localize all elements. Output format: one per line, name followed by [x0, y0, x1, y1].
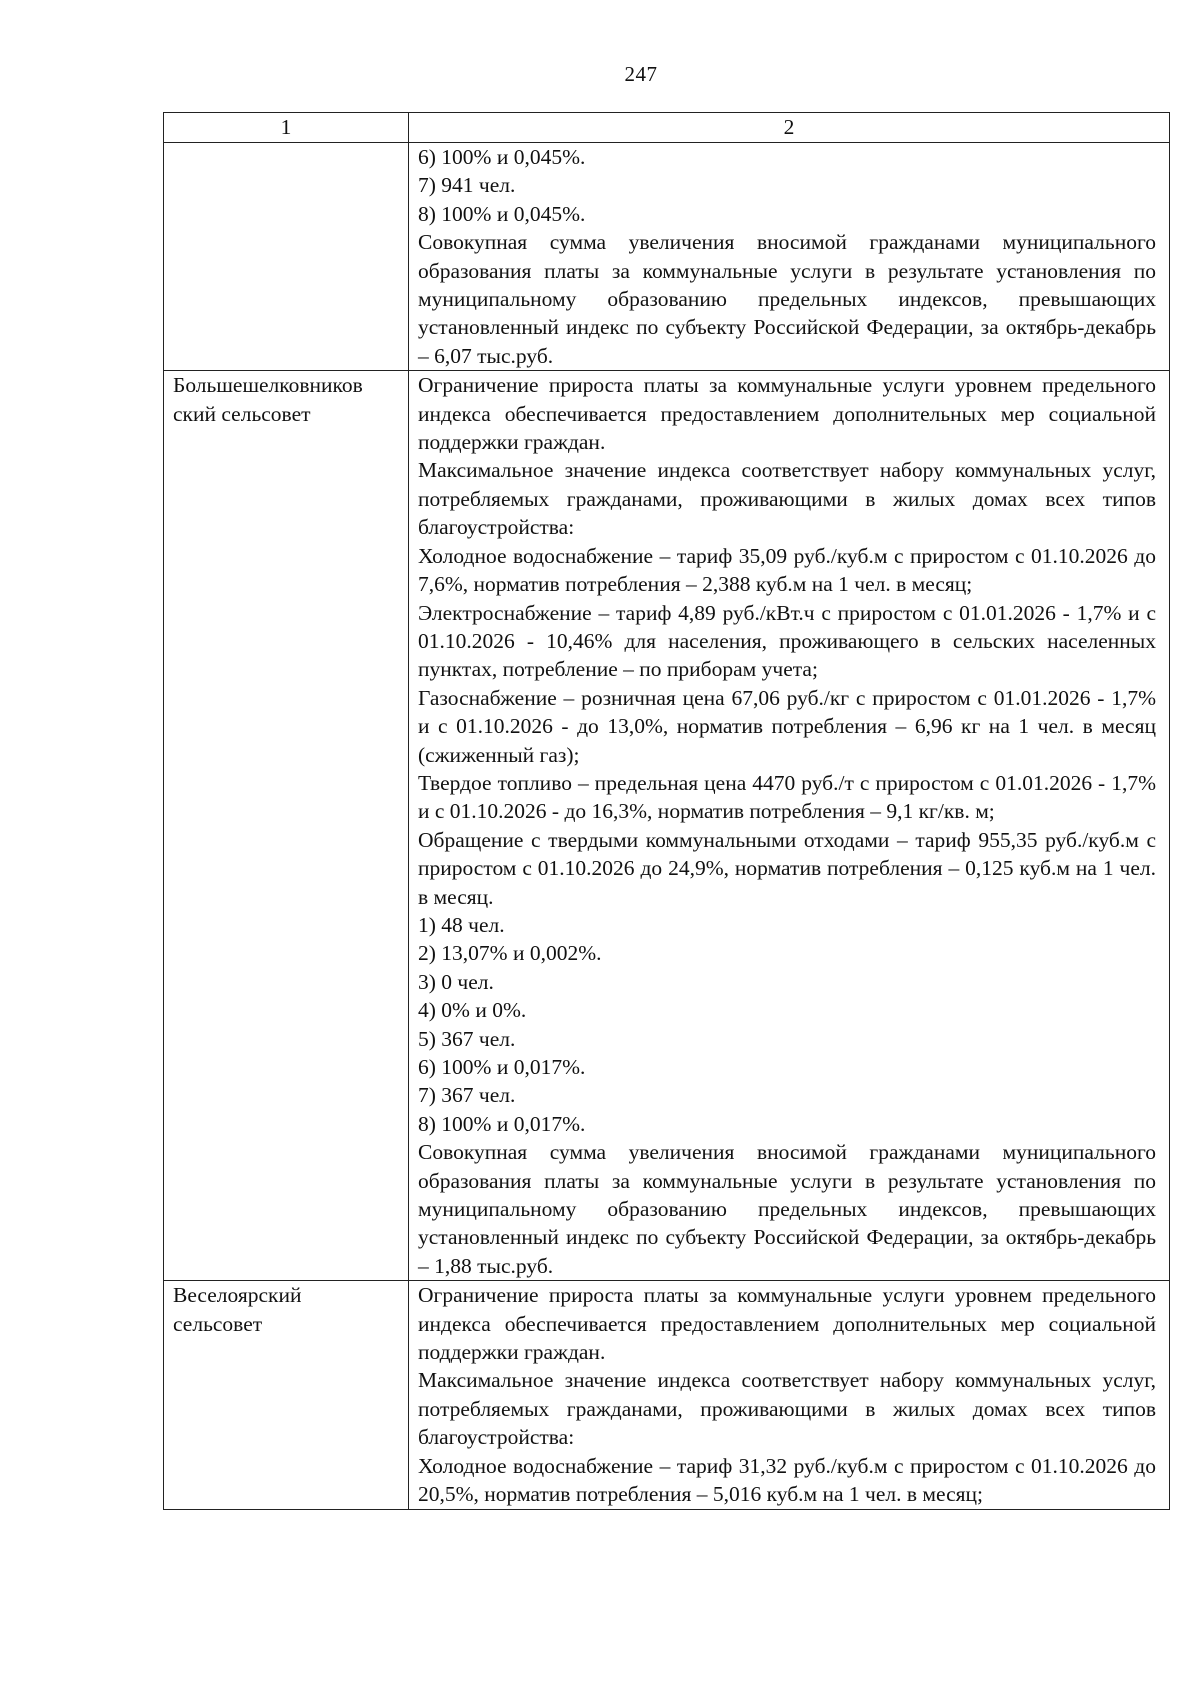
column-header-2: 2 [409, 113, 1170, 143]
paragraph: Обращение с твердыми коммунальными отходами – тариф 955,35 руб./куб.м с приростом с 01.10.2026 до 24,9%, норматив потребления – 0,125 куб.м на 1 чел. в месяц. [418, 827, 1156, 909]
table-header-row [164, 113, 1170, 143]
content-cell [409, 1281, 1170, 1509]
paragraph: Холодное водоснабжение – тариф 35,09 руб./куб.м с приростом с 01.10.2026 до 7,6%, норматив потребления – 2,388 куб.м на 1 чел. в месяц; [418, 543, 1156, 597]
page-number: 247 [624, 62, 658, 86]
paragraph: 8) 100% и 0,017%. [418, 1111, 586, 1136]
table-row [164, 371, 1170, 1281]
municipality-cell [164, 371, 409, 1281]
paragraph: Максимальное значение индекса соответствует набору коммунальных услуг, потребляемых гражданами, проживающими в жилых домах всех типов благоустройства: [418, 458, 1156, 540]
paragraph: Максимальное значение индекса соответствует набору коммунальных услуг, потребляемых гражданами, проживающими в жилых домах всех типов благоустройства: [418, 1368, 1156, 1450]
paragraph: 7) 367 чел. [418, 1083, 516, 1108]
column-header-1: 1 [164, 113, 409, 143]
paragraph: 5) 367 чел. [418, 1026, 516, 1051]
paragraph: 8) 100% и 0,045%. [418, 201, 586, 226]
paragraph: 2) 13,07% и 0,002%. [418, 941, 602, 966]
paragraph: Ограничение прироста платы за коммунальные услуги уровнем предельного индекса обеспечивается предоставлением дополнительных мер социальной поддержки граждан. [418, 373, 1156, 455]
paragraph: Ограничение прироста платы за коммунальные услуги уровнем предельного индекса обеспечивается предоставлением дополнительных мер социальной поддержки граждан. [418, 1283, 1156, 1365]
municipality-name-line: Большешелковников [173, 373, 363, 398]
paragraph: Электроснабжение – тариф 4,89 руб./кВт.ч с приростом с 01.01.2026 - 1,7% и с 01.10.2026 - 10,46% для населения, проживающего в сельских населенных пунктах, потребление – по приборам учета; [418, 600, 1156, 682]
content-cell [409, 143, 1170, 371]
paragraph: Твердое топливо – предельная цена 4470 руб./т с приростом с 01.01.2026 - 1,7% и с 01.10.2026 - до 16,3%, норматив потребления – 9,1 кг/кв. м; [418, 770, 1156, 824]
municipality-cell [164, 1281, 409, 1509]
paragraph: Совокупная сумма увеличения вносимой гражданами муниципального образования платы за коммунальные услуги в результате установления по муниципальному образованию предельных индексов, превышающих установленный индекс по субъекту Российской Федерации, за октябрь-декабрь – 6,07 тыс.руб. [418, 230, 1156, 368]
paragraph: Совокупная сумма увеличения вносимой гражданами муниципального образования платы за коммунальные услуги в результате установления по муниципальному образованию предельных индексов, превышающих установленный индекс по субъекту Российской Федерации, за октябрь-декабрь – 1,88 тыс.руб. [418, 1140, 1156, 1278]
table-row [164, 1281, 1170, 1509]
paragraph: 3) 0 чел. [418, 969, 494, 994]
paragraph: 6) 100% и 0,045%. [418, 145, 586, 169]
content-cell [409, 371, 1170, 1281]
municipality-cell [164, 143, 409, 371]
municipality-name-line: Веселоярский [173, 1283, 302, 1308]
paragraph: 7) 941 чел. [418, 173, 516, 198]
paragraph: Газоснабжение – розничная цена 67,06 руб./кг с приростом с 01.01.2026 - 1,7% и с 01.10.2026 - до 13,0%, норматив потребления – 6,96 кг на 1 чел. в месяц (сжиженный газ); [418, 685, 1156, 767]
paragraph: 1) 48 чел. [418, 912, 505, 937]
document-table [163, 112, 1170, 1510]
municipality-name-line: сельсовет [173, 1311, 263, 1336]
paragraph: Холодное водоснабжение – тариф 31,32 руб./куб.м с приростом с 01.10.2026 до 20,5%, норматив потребления – 5,016 куб.м на 1 чел. в месяц; [418, 1453, 1156, 1507]
municipality-name-line: ский сельсовет [173, 401, 311, 426]
paragraph: 4) 0% и 0%. [418, 998, 527, 1023]
paragraph: 6) 100% и 0,017%. [418, 1055, 586, 1079]
table-row [164, 143, 1170, 371]
